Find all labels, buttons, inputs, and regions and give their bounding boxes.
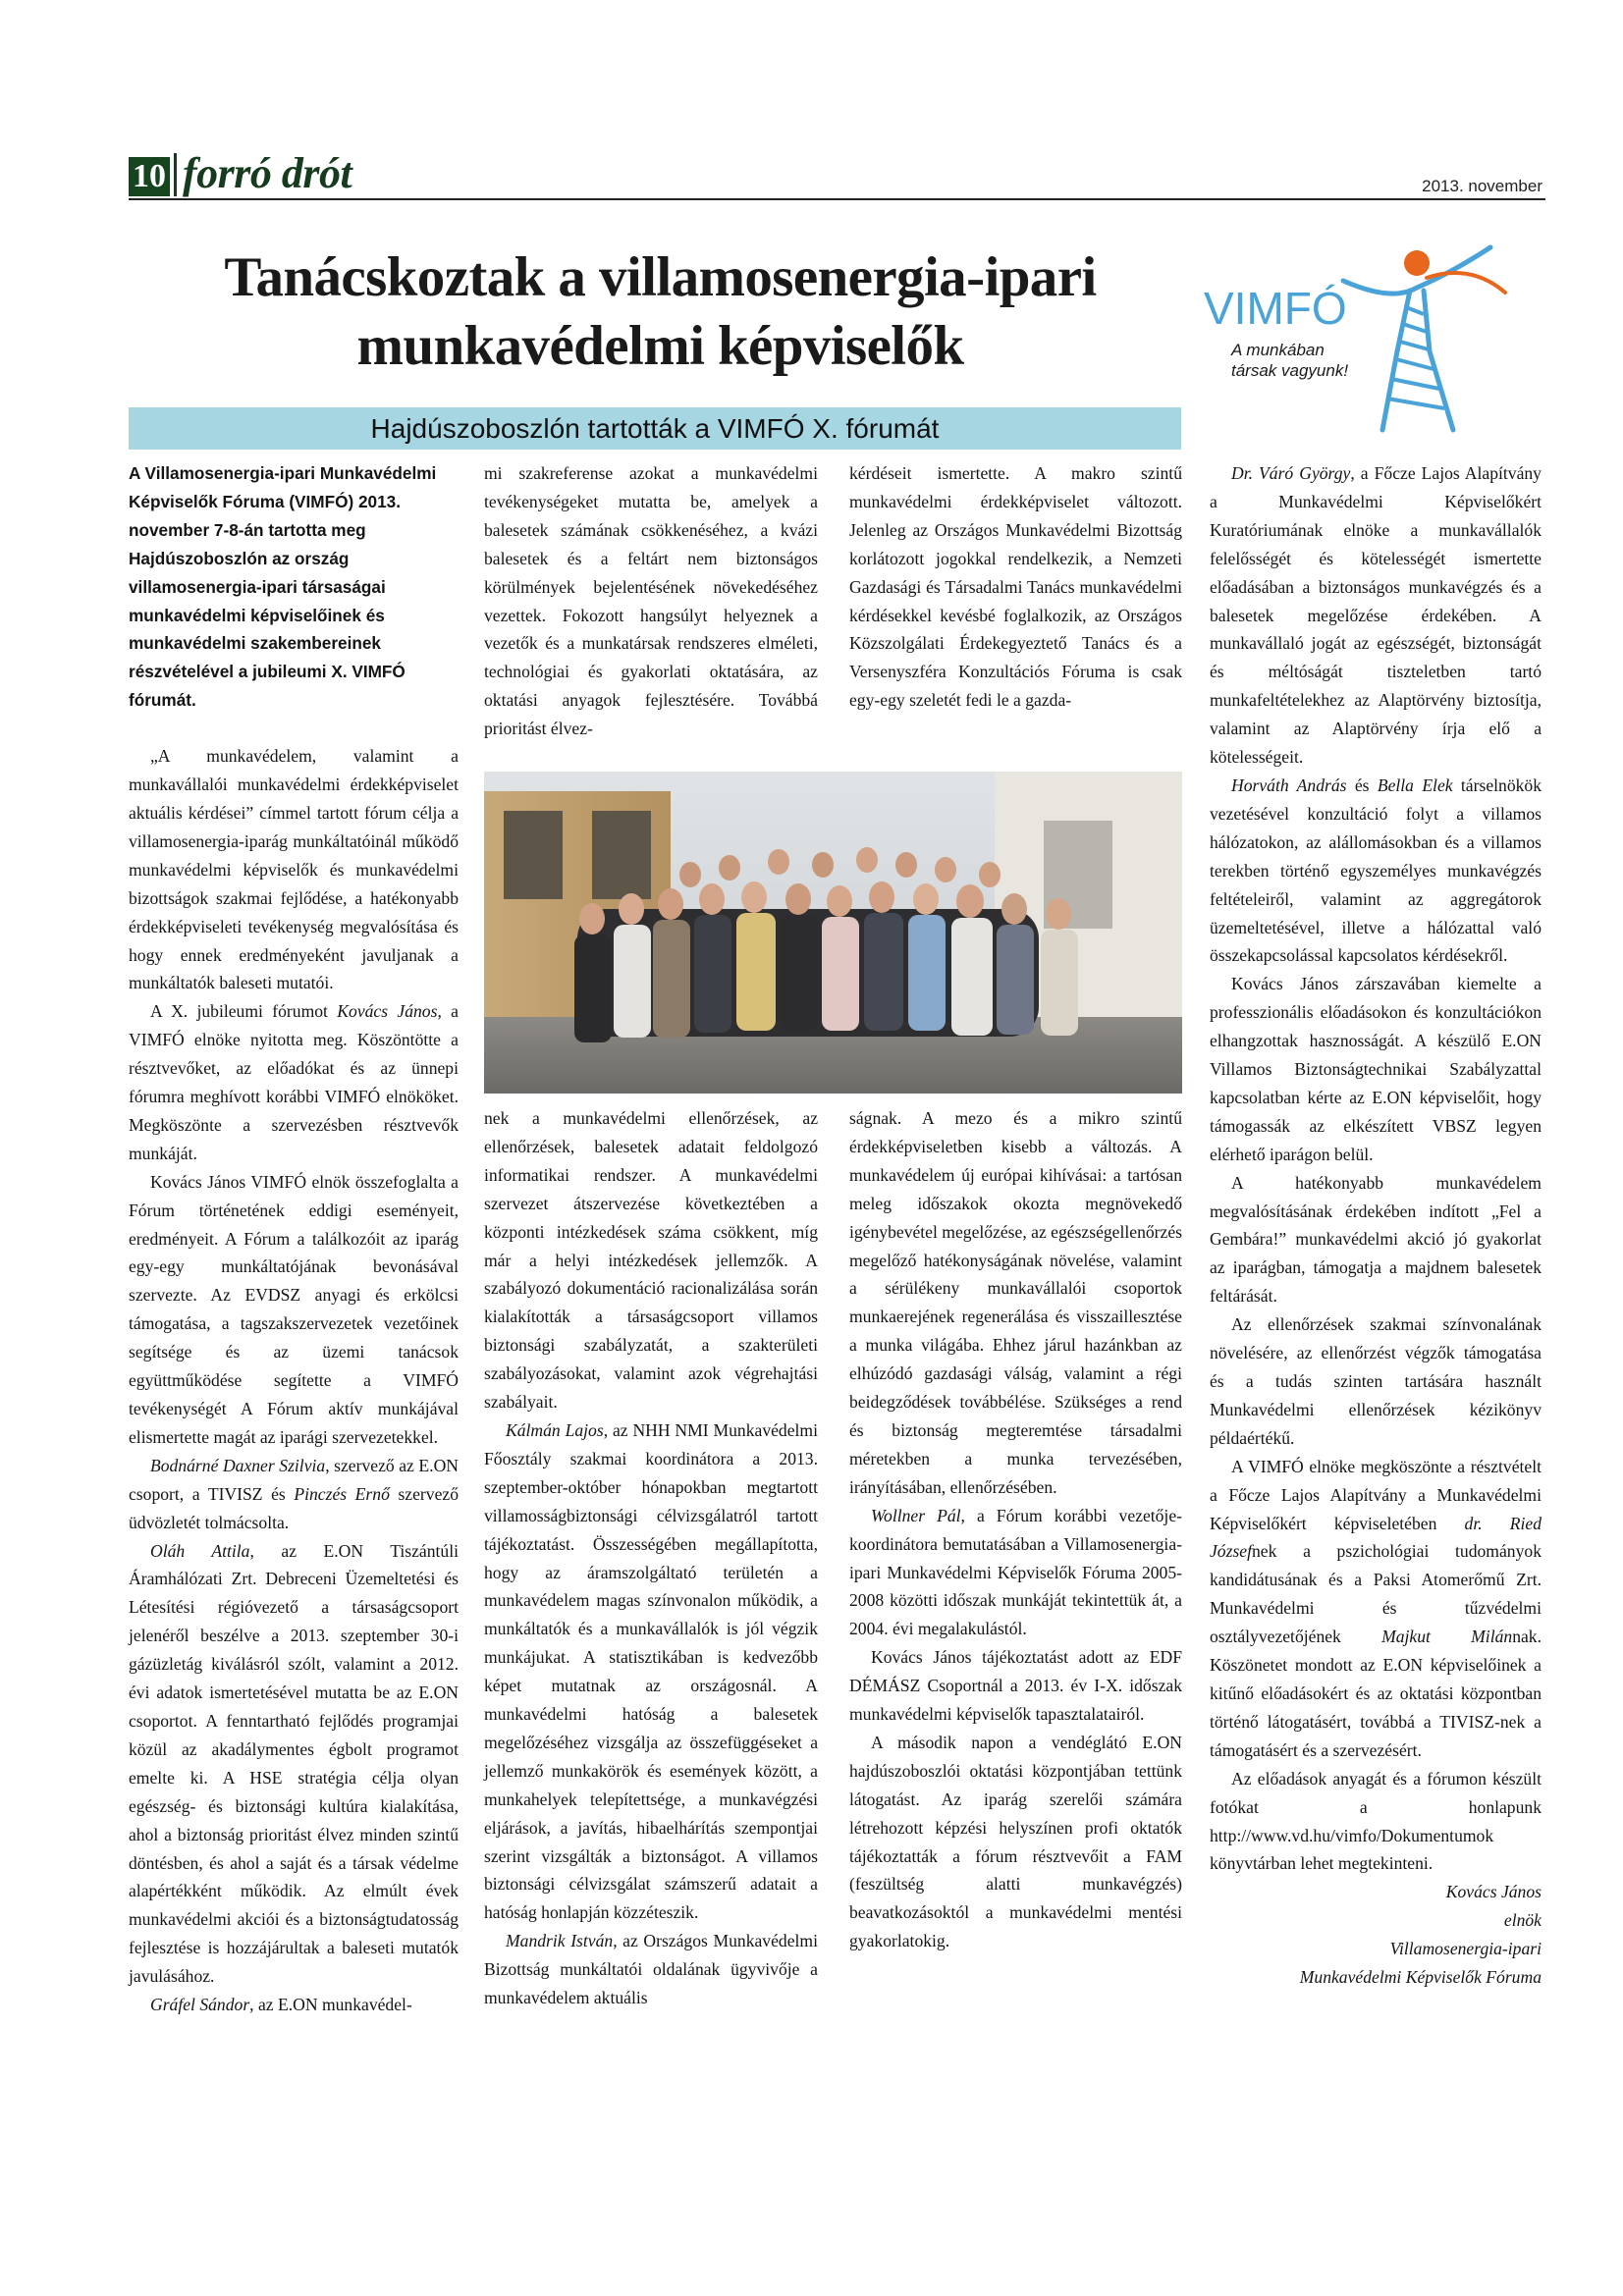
text-run: , az Országos Munkavédelmi Bizottság munkáltatói oldalának ügyvivője a munkavédelem aktuális bbox=[484, 1931, 818, 2008]
paragraph: Kovács János VIMFÓ elnök összefoglalta a Fórum történetének eddigi eseményeit, eredményeit. A Fórum a találkozóit az iparág egy-egy munkáltatójának bevonásával szervezte. Az EVDSZ anyagi és erkölcsi támogatása, a tagszakszervezetek vezetőinek segítsége és az üzemi tanácsok együttműködése segítette a VIMFÓ tevékenységét A Fórum aktív munkájával elismertette magát az iparági szervezetekkel. bbox=[129, 1171, 459, 1447]
lead-paragraph: A Villamosenergia-ipari Munkavédelmi Képviselők Fóruma (VIMFÓ) 2013. november 7-8-án tartotta meg Hajdúszoboszlón az ország villamosenergia-ipari társaságai munkavédelmi képviselőinek és munkavédelmi szakembereinek részvételével a jubileumi X. VIMFÓ fórumát. bbox=[129, 463, 437, 711]
text-run: nek a pszichológiai tudományok kandidátusának és a Paksi Atomerőmű Zrt. Munkavédelmi és tűzvédelmi osztályvezetőjének bbox=[1210, 1541, 1542, 1647]
paragraph: Kovács János zárszavában kiemelte a professzionális előadásokon és konzultációkon elhangzottak hasznosságát. A készülő E.ON Villamos Biztonságtechnikai Szabályzattal kapcsolatban kérte az E.ON képviselőit, hogy támogassák az elkészített VBSZ legyen elérhető iparágon belül. bbox=[1210, 974, 1542, 1164]
signature-role: elnök bbox=[1503, 1910, 1542, 1931]
paragraph: nek a munkavédelmi ellenőrzések, az ellenőrzések, balesetek adatait feldolgozó informatikai rendszer. A munkavédelmi szervezet átszervezése következtében a központi intézkedések száma csökkent, míg már a helyi intézkedések jellemzők. A szabályozó dokumentáció racionalizálása során kialakították a társaságcsoport villamos biztonsági szabályzatát, a szakterületi szabályozásokat, valamint azok végrehajtási szabályait. bbox=[484, 1108, 818, 1413]
text-run: , a Főcze Lajos Alapítvány a Munkavédelmi Képviselőkért Kuratóriumának elnöke a munkavállalók felelősségét és kötelességét ismertette előadásában a biztonságos munkavégzés és a balesetek megelőzése érdekében. A munkavállaló jogát az egészségét, biztonságát és méltóságát tiszteletben tartó munkafeltételekhez az Alaptörvény biztosítja, valamint az Alaptörvény írja elő a kötelességeit. bbox=[1210, 463, 1542, 768]
article-title bbox=[137, 243, 1183, 381]
issue-date: 2013. november bbox=[1422, 177, 1542, 195]
person-name: Mandrik István bbox=[506, 1931, 614, 1951]
text-run: , a VIMFÓ elnöke nyitotta meg. Köszöntötte a résztvevőket, az előadókat és az ünnepi fórumra meghívott korábbi VIMFÓ elnököket. Megköszönte a szervezésben résztvevők munkáját. bbox=[129, 1001, 459, 1163]
text-run: nak. Köszönetet mondott az E.ON képviselőinek a kitűnő előadásokért és az oktatási központban történő látogatásért, továbbá a TIVISZ-nek a támogatásért és a szervezésért. bbox=[1210, 1627, 1542, 1760]
text-run: , szervező az E.ON csoport, a TIVISZ és bbox=[129, 1455, 459, 1504]
text-run: , a Fórum korábbi vezetője-koordinátora bemutatásában a Villamosenergia-ipari Munkavédelmi Képviselők Fóruma 2005-2008 közötti időszak munkáját tekintettük át, a 2004. évi megalakulástól. bbox=[849, 1505, 1182, 1639]
paragraph bbox=[1210, 459, 1542, 772]
person-name: Horváth András bbox=[1231, 774, 1347, 795]
paragraph bbox=[129, 1991, 459, 2019]
section-divider bbox=[174, 153, 177, 196]
paragraph: Kovács János tájékoztatást adott az EDF DÉMÁSZ Csoportnál a 2013. év I-X. időszak munkavédelmi képviselők tapasztalatairól. bbox=[849, 1647, 1182, 1725]
paragraph bbox=[849, 1502, 1182, 1644]
column-3-bottom bbox=[849, 1104, 1182, 1955]
text-run: és bbox=[1346, 774, 1378, 795]
text-run: A VIMFÓ elnöke megköszönte a résztvételt a Főcze Lajos Alapítvány a Munkavédelmi Képviselőkért képviseletében bbox=[1210, 1456, 1542, 1533]
column-1 bbox=[129, 459, 459, 2019]
logo-name: VIMFÓ bbox=[1204, 283, 1347, 334]
paragraph bbox=[129, 1452, 459, 1537]
person-name: Bodnárné Daxner Szilvia bbox=[150, 1455, 326, 1475]
paragraph: mi szakreferense azokat a munkavédelmi tevékenységeket mutatta be, amelyek a balesetek számának csökkenéséhez, a kvázi balesetek és a feltárt nem biztonságos körülmények bejelentésének növekedéséhez vezettek. Fokozott hangsúlyt helyeznek a vezetők és a munkatársak rendszeres elméleti, technológiai és gyakorlati oktatására, az oktatási anyagok fejlesztésére. Továbbá prioritást élvez- bbox=[484, 463, 818, 739]
paragraph: A hatékonyabb munkavédelem megvalósításának érdekében indított „Fel a Gembára!” munkavédelmi akció jó gyakorlat az iparágban, támogatja a majdnem balesetek feltárását. bbox=[1210, 1172, 1542, 1307]
paragraph bbox=[484, 1416, 818, 1927]
person-name: Kovács János bbox=[337, 1001, 438, 1022]
title-line-1: Tanácskoztak a villamosenergia-ipari bbox=[224, 246, 1097, 308]
text-run: , az NHH NMI Munkavédelmi Főosztály szakmai koordinátora a 2013. szeptember-október hónapokban megtartott villamosságbiztonsági célvizsgálatról tartott tájékoztatást. Összességében megállapította, hogy az áramszolgáltató területén a munkavédelem magas színvonalon működik, a munkáltatók és a munkavállalók is jól végzik munkájukat. A statisztikában is kedvezőbb képet mutatnak az országosnál. A munkavédelmi hatóság a balesetek megelőzéséhez vizsgálja az összefüggéseket a jellemző munkakörök és események között, a munkahelyek telepítettsége, a munkavégzési eljárások, a javítás, hibaelhárítás szempontjai szerint vizsgálták a biztonságot. A villamos biztonsági célvizsgálat számszerű adatait a hatóság honlapján közzéteszik. bbox=[484, 1419, 819, 1923]
paragraph bbox=[484, 1927, 818, 2012]
figure-head bbox=[1404, 250, 1430, 276]
text-run: A X. jubileumi fórumot bbox=[150, 1001, 338, 1022]
text-run: szervező üdvözletét tolmácsolta. bbox=[129, 1483, 459, 1532]
group-photo-image bbox=[484, 772, 1182, 1094]
paragraph bbox=[1210, 772, 1542, 970]
person-name: dr. Ried József bbox=[1210, 1513, 1542, 1562]
paragraph: Az ellenőrzések szakmai színvonalának növelésére, az ellenőrzést végzők támogatása és a tudás szinten tartására használt Munkavédelmi ellenőrzések kézikönyv példaértékű. bbox=[1210, 1314, 1542, 1448]
column-3-top bbox=[849, 459, 1182, 715]
paragraph: „A munkavédelem, valamint a munkavállalói munkavédelmi érdekképviselet aktuális kérdései” címmel tartott fórum célja a villamosenergia-iparág munkáltatóinál működő munkavédelmi képviselők és munkavédelmi bizottságok szakmai fejlődése, a hatékonyabb érdekképviseleti tevékenység megvalósítása és hogy ennek eredményeként javuljanak a munkáltatók baleseti mutatói. bbox=[129, 746, 459, 993]
paragraph: A második napon a vendéglátó E.ON hajdúszoboszlói oktatási központjában tettünk látogatást. Az iparág szerelői számára létrehozott képzési helyszínen profi oktatók tájékoztatták a fórum résztvevőit a FAM (feszültség alatti munkavégzés) beavatkozásoktól a munkavédelmi mentési gyakorlatokig. bbox=[849, 1732, 1182, 1951]
article-subtitle: Hajdúszoboszlón tartották a VIMFÓ X. fórumát bbox=[370, 413, 940, 444]
logo-slogan-2: társak vagyunk! bbox=[1231, 361, 1349, 380]
paragraph bbox=[1210, 1453, 1542, 1765]
column-4 bbox=[1210, 459, 1542, 1992]
vimfo-logo-graphic bbox=[1196, 234, 1547, 446]
person-name: Kálmán Lajos bbox=[506, 1419, 604, 1440]
section-title: forró drót bbox=[183, 149, 352, 197]
person-name: Gráfel Sándor bbox=[150, 1995, 250, 2015]
person-name: Wollner Pál bbox=[871, 1505, 961, 1525]
paragraph: ságnak. A mezo és a mikro szintű érdekképviseletben kisebb a változás. A munkavédelem új európai kihívásai: a tartósan meleg időszakok okozta megnövekedő igénybevétel megelőzése, az egészségellenőrzés megelőző hatékonyságának növelése, valamint a sérülékeny munkavállalói csoportok munkaerejének regenerálása és visszaillesztése a munka világába. Ehhez járul hazánkban az elhúzódó gazdasági válság, valamint a régi beidegződések továbbélése. Szükséges a rend és biztonság megteremtése társadalmi méretekben a munka tervezésében, irányításában, ellenőrzésében. bbox=[849, 1108, 1182, 1497]
text-run: társelnökök vezetésével konzultáció folyt a villamos hálózatokon, az alállomásokban és a villamos terekben történő egyszemélyes munkavégzés feltételeiről, valamint az aggregátorok üzemeltetésével, illetve a hálózattal való összekapcsolással kapcsolatos kérdésekről. bbox=[1210, 774, 1542, 966]
paragraph bbox=[129, 1537, 459, 1992]
person-name: Oláh Attila bbox=[150, 1540, 250, 1561]
column-2-bottom bbox=[484, 1104, 818, 2012]
paragraph: kérdéseit ismertette. A makro szintű munkavédelmi érdekképviselet változott. Jelenleg az Országos Munkavédelmi Bizottság korlátozott jogokkal rendelkezik, a Nemzeti Gazdasági és Társadalmi Tanács munkavédelmi kérdésekkel kevésbé foglalkozik, az Országos Közszolgálati Érdekegyeztető Tanács és a Versenyszféra Konzultációs Fóruma is csak egy-egy szeletét fedi le a gazda- bbox=[849, 463, 1182, 711]
person-name: Majkut Milán bbox=[1381, 1627, 1513, 1647]
signature-org-1: Villamosenergia-ipari bbox=[1389, 1939, 1542, 1959]
vimfo-logo bbox=[1196, 234, 1547, 446]
signature-name: Kovács János bbox=[1445, 1882, 1542, 1902]
column-2-top bbox=[484, 459, 818, 743]
text-run: , az E.ON munkavédel- bbox=[249, 1995, 412, 2015]
person-name: Bella Elek bbox=[1377, 774, 1453, 795]
paragraph: Az előadások anyagát és a fórumon készült fotókat a honlapunk http://www.vd.hu/vimfo/Dokumentumok könyvtárban lehet megtekinteni. bbox=[1210, 1768, 1542, 1874]
page-number: 10 bbox=[129, 157, 170, 196]
text-run: , az E.ON Tiszántúli Áramhálózati Zrt. Debreceni Üzemeltetési és Létesítési régióvezető a társaságcsoport jelenéről beszélve a 2013. szeptember 30-i gázüzletág kiválásról szólt, valamint a 2012. évi adatok ismertetésével mutatta be az E.ON csoportot. A fenntartható fejlődés programjai közül az akadálymentes égbolt programot emelte ki. A HSE stratégia célja olyan egészség- és biztonsági kultúra kialakítása, ahol a biztonság prioritást élvez minden szintű döntésben, és ahol a saját és a társak védelme alapértékként működik. Az elmúlt évek munkavédelmi akciói és a biztonságtudatosság fejlesztése is hozzájárultak a baleseti mutatók javulásához. bbox=[129, 1540, 459, 1987]
group-photo bbox=[484, 772, 1182, 1094]
signature-org-2: Munkavédelmi Képviselők Fóruma bbox=[1299, 1967, 1542, 1988]
logo-slogan-1: A munkában bbox=[1231, 341, 1325, 359]
header-rule bbox=[129, 198, 1545, 200]
person-name: Pinczés Ernő bbox=[294, 1483, 390, 1504]
paragraph bbox=[129, 997, 459, 1167]
title-line-2: munkavédelmi képviselők bbox=[356, 315, 964, 377]
person-name: Dr. Váró György bbox=[1231, 463, 1351, 483]
